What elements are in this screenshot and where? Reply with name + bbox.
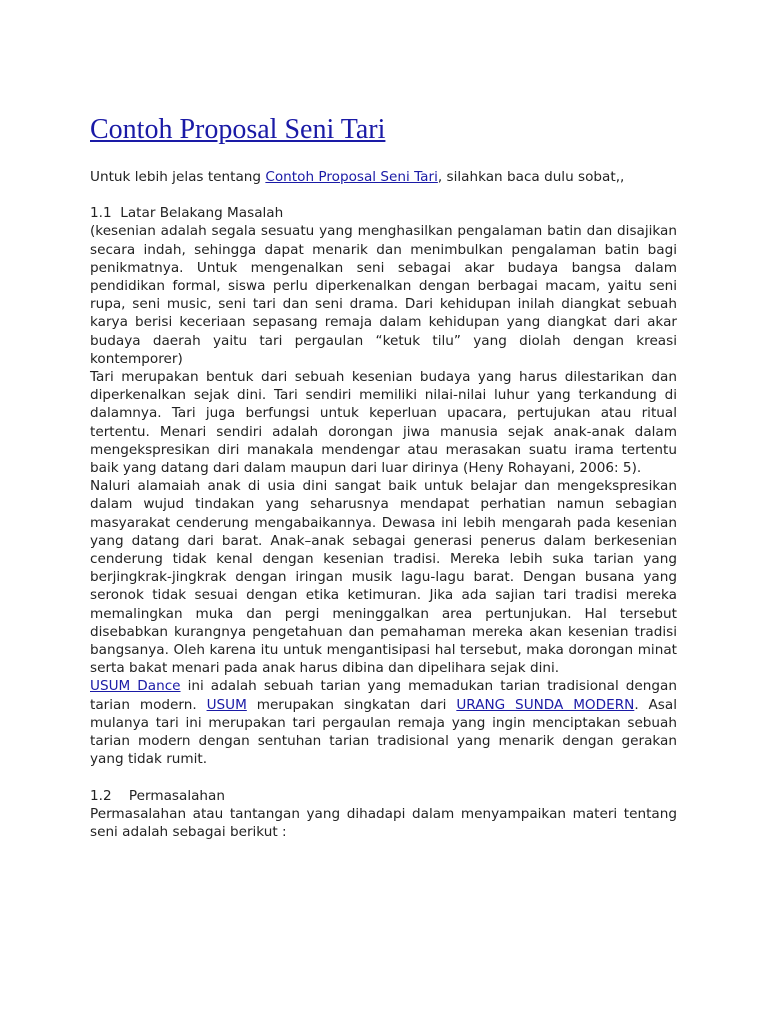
paragraph-text: . Asal mulanya tari ini merupakan tari pergaulan remaja yang ingin menciptakan sebuah tarian modern dengan sentuhan tarian tradisional yang menarik dengan gerakan yang tidak rumit. — [90, 696, 677, 768]
usum-link[interactable]: USUM — [206, 696, 247, 713]
section2-paragraph-1: Permasalahan atau tantangan yang dihadapi dalam menyampaikan materi tentang seni adalah sebagai berikut : — [90, 805, 677, 840]
paragraph-text: ini adalah sebuah tarian yang memadukan tarian tradisional dengan tarian modern. — [90, 678, 677, 713]
intro-text-after: , silahkan baca dulu sobat,, — [437, 169, 625, 185]
usum-dance-link[interactable]: USUM Dance — [90, 678, 181, 695]
urang-sunda-modern-link[interactable]: URANG SUNDA MODERN — [456, 696, 635, 713]
section1-paragraph-2: Tari merupakan bentuk dari sebuah kesenian budaya yang harus dilestarikan dan diperkenalkan sejak dini. Tari sendiri memiliki nilai-nilai luhur yang terkandung di dalamnya. Tari juga berfungsi untuk keperluan upacara, pertujukan atau ritual tertentu. Menari sendiri adalah dorongan jiwa manusia sejak anak-anak dalam mengekspresikan diri manakala mendengar atau merasakan suatu irama tertentu baik yang datang dari dalam maupun dari luar dirinya (Heny Rohayani, 2006: 5). — [90, 369, 677, 477]
section1-paragraph-4 — [90, 677, 677, 768]
paragraph-text: merupakan singkatan dari — [246, 696, 457, 713]
spacer — [90, 186, 677, 204]
section1-paragraph-3: Naluri alamaiah anak di usia dini sangat baik untuk belajar dan mengekspresikan dalam wujud tindakan yang seharusnya mendapat perhatian namun sebagian masyarakat cenderung mengabaikannya. Dewasa ini lebih mengarah pada kesenian yang datang dari barat. Anak–anak sebagai generasi penerus dalam berkesenian cenderung tidak kenal dengan kesenian tradisi. Mereka lebih suka tarian yang berjingkrak-jingkrak dengan iringan musik lagu-lagu barat. Dengan busana yang seronok tidak sesuai dengan etika ketimuran. Jika ada sajian tari tradisi mereka memalingkan muka dan pergi meninggalkan area pertunjukan. Hal tersebut disebabkan kurangnya pengetahuan dan pemahaman mereka akan kesenian tradisi bangsanya. Oleh karena itu untuk mengantisipasi hal tersebut, maka dorongan minat serta bakat menari pada anak harus dibina dan dipelihara sejak dini. — [90, 478, 677, 677]
document-page — [90, 112, 677, 841]
page-title[interactable]: Contoh Proposal Seni Tari — [90, 114, 386, 145]
intro-link[interactable]: Contoh Proposal Seni Tari — [265, 169, 438, 185]
section1-heading: 1.1 Latar Belakang Masalah — [90, 205, 284, 222]
spacer — [90, 769, 677, 787]
section2-heading: 1.2 Permasalahan — [90, 787, 225, 804]
intro-text-before: Untuk lebih jelas tentang — [90, 169, 266, 185]
intro-paragraph — [90, 168, 677, 186]
section1-paragraph-1: (kesenian adalah segala sesuatu yang menghasilkan pengalaman batin dan disajikan secara indah, sehingga dapat menarik dan menimbulkan pengalaman batin bagi penikmatnya. Untuk mengenalkan seni sebagai akar budaya bangsa dalam pendidikan formal, siswa perlu diperkenalkan dengan berbagai macam, yaitu seni rupa, seni music, seni tari dan seni drama. Dari kehidupan inilah diangkat sebuah karya berisi keceriaan sepasang remaja dalam kehidupan yang diangkat dari akar budaya daerah yaitu tari pergaulan “ketuk tilu” yang diolah dengan kreasi kontemporer) — [90, 223, 677, 367]
